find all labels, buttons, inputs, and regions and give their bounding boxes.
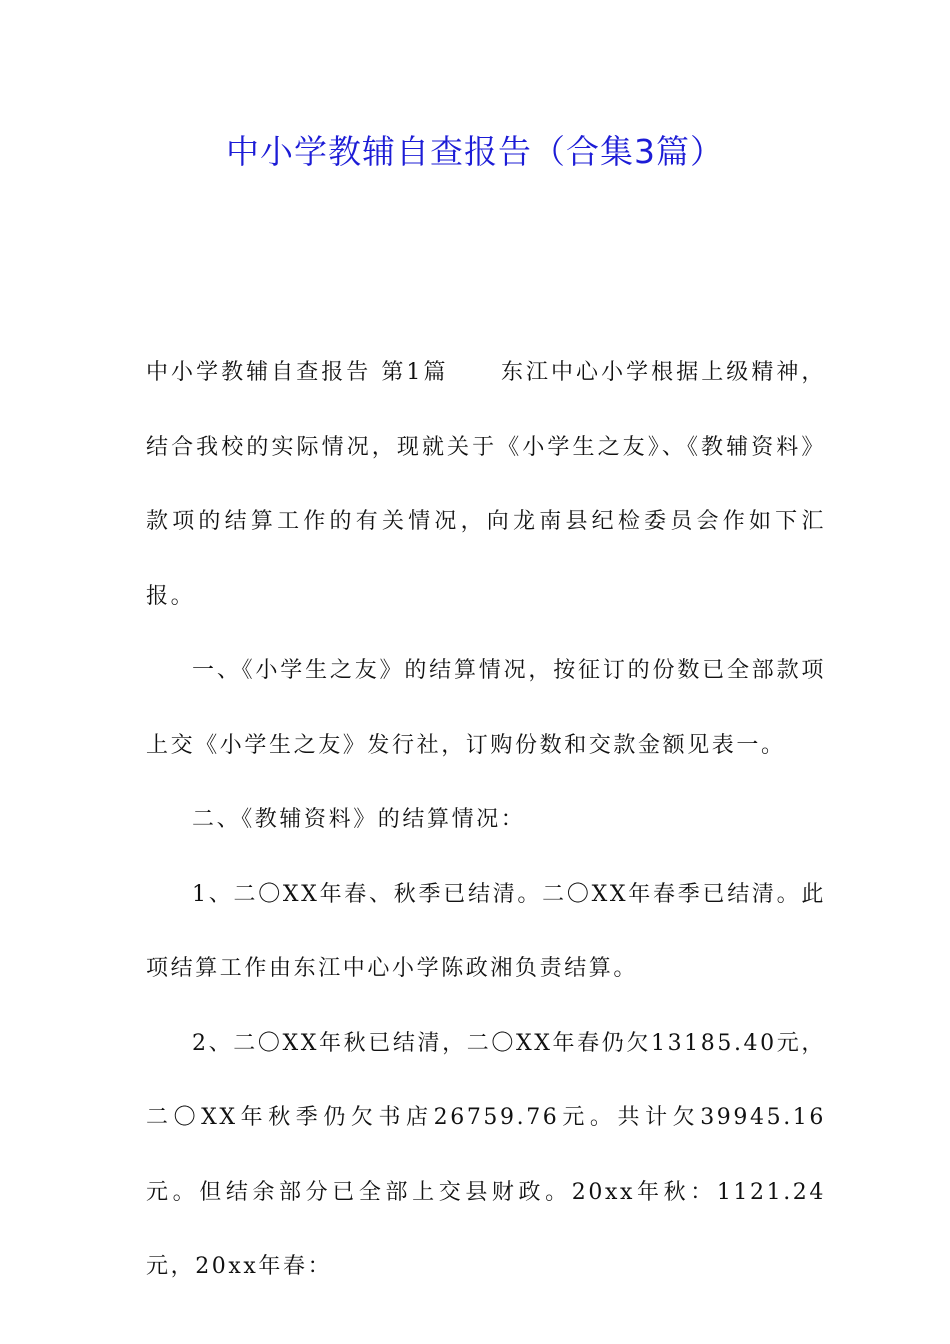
paragraph: 二、《教辅资料》的结算情况：	[192, 807, 526, 832]
section-heading: 中小学教辅自查报告 第1篇	[146, 360, 449, 385]
paragraph: 一、《小学生之友》的结算情况，按征订的份数已全部款项上交《小学生之友》发行社，订购份数和交款金额见表一。	[146, 658, 826, 758]
opening-paragraph	[146, 336, 826, 634]
paragraph: 2、二〇XX年秋已结清，二〇XX年春仍欠13185.40元，二〇XX年秋季仍欠书店26759.76元。共计欠39945.16元。但结余部分已全部上交县财政。20xx年秋：1121.24元，20xx年春：	[146, 1030, 826, 1279]
document-body	[146, 336, 826, 1305]
document-title: 中小学教辅自查报告（合集3篇）	[226, 132, 724, 171]
paragraph: 1、二〇XX年春、秋季已结清。二〇XX年春季已结清。此项结算工作由东江中心小学陈政湘负责结算。	[146, 881, 826, 981]
paragraph-text: 东江中心小学根据上级精神，结合我校的实际情况，现就关于《小学生之友》、《教辅资料》款项的结算工作的有关情况，向龙南县纪检委员会作如下汇报。	[146, 360, 826, 609]
